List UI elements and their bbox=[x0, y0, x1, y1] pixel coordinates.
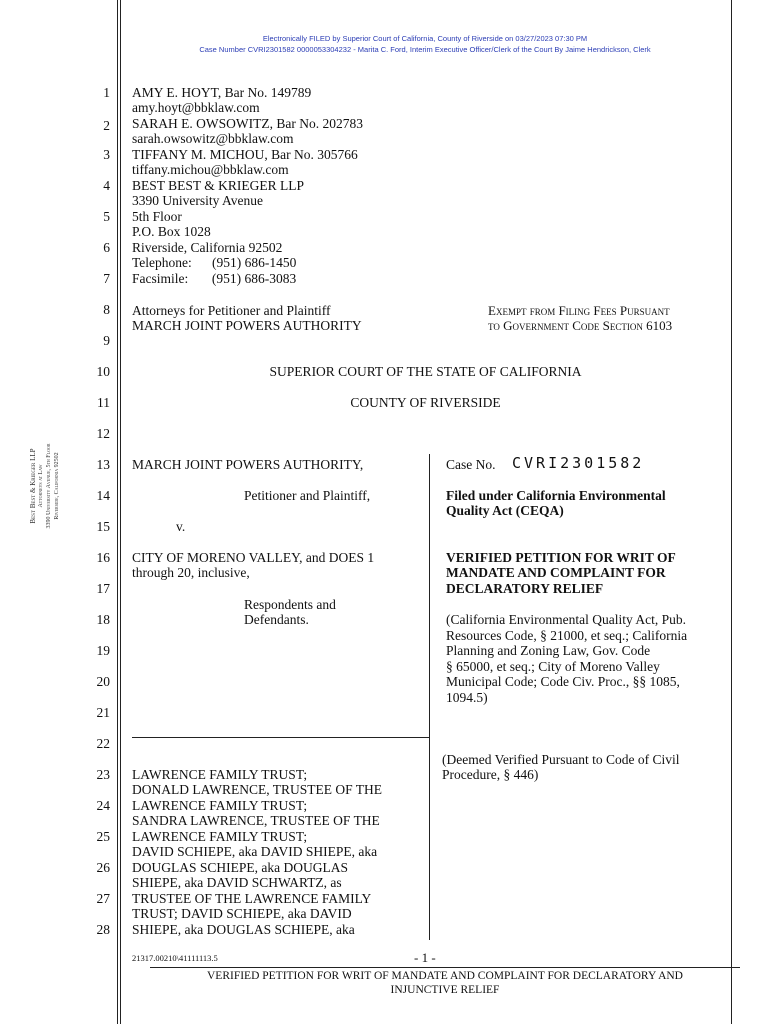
versus-label: v. bbox=[176, 519, 186, 534]
caption-vertical-rule bbox=[429, 454, 430, 940]
respondent-name-2: through 20, inclusive, bbox=[132, 565, 250, 580]
court-name: SUPERIOR COURT OF THE STATE OF CALIFORNIA bbox=[269, 364, 582, 379]
attorneys-for-line-2: MARCH JOINT POWERS AUTHORITY bbox=[132, 318, 362, 333]
counsel-line: 3390 University Avenue bbox=[132, 193, 263, 208]
line-number: 5 bbox=[103, 209, 110, 224]
counsel-line: 5th Floor bbox=[132, 209, 182, 224]
line-number: 22 bbox=[96, 736, 110, 751]
side-firm-name: Best Best & Krieger LLP bbox=[29, 448, 37, 524]
counsel-phone: Telephone: (951) 686-1450 bbox=[132, 255, 297, 270]
caption-horizontal-rule bbox=[132, 737, 430, 738]
pleading-title-line-1: VERIFIED PETITION FOR WRIT OF bbox=[446, 550, 676, 565]
filing-stamp-line-2: Case Number CVRI2301582 0000053304232 - Marita C. Ford, Interim Executive Officer/Clerk of the Court By Jaime Hendrickson, Clerk bbox=[199, 45, 651, 54]
real-party-line: SHIEPE, aka DOUGLAS SCHIEPE, aka bbox=[132, 922, 355, 937]
line-number: 7 bbox=[103, 271, 110, 286]
real-party-line: DAVID SCHIEPE, aka DAVID SHIEPE, aka bbox=[132, 844, 378, 859]
counsel-line: P.O. Box 1028 bbox=[132, 224, 211, 239]
line-number: 20 bbox=[96, 674, 110, 689]
line-number: 1 bbox=[103, 85, 110, 100]
case-number: CVRI2301582 bbox=[512, 454, 645, 472]
attorneys-for-line-1: Attorneys for Petitioner and Plaintiff bbox=[132, 303, 331, 318]
line-number: 18 bbox=[96, 612, 110, 627]
real-party-line: LAWRENCE FAMILY TRUST; bbox=[132, 829, 308, 844]
real-party-line: DOUGLAS SCHIEPE, aka DOUGLAS bbox=[132, 860, 348, 875]
authorities-line: Resources Code, § 21000, et seq.; California bbox=[446, 628, 688, 643]
authorities-line: Municipal Code; Code Civ. Proc., §§ 1085, bbox=[446, 674, 680, 689]
footer-rule bbox=[150, 967, 740, 968]
counsel-email: amy.hoyt@bbklaw.com bbox=[132, 100, 260, 115]
line-number: 10 bbox=[96, 364, 110, 379]
left-margin-rule-1 bbox=[117, 0, 118, 1024]
counsel-fax: Facsimile: (951) 686-3083 bbox=[132, 271, 297, 286]
real-party-line: TRUSTEE OF THE LAWRENCE FAMILY bbox=[132, 891, 372, 906]
counsel-line: AMY E. HOYT, Bar No. 149789 bbox=[132, 85, 312, 100]
line-number: 24 bbox=[96, 798, 110, 813]
counsel-email: sarah.owsowitz@bbklaw.com bbox=[132, 131, 294, 146]
line-number: 21 bbox=[96, 705, 110, 720]
petitioner-role: Petitioner and Plaintiff, bbox=[244, 488, 371, 503]
line-number: 2 bbox=[103, 118, 110, 133]
line-number: 4 bbox=[103, 178, 110, 193]
line-number: 28 bbox=[96, 922, 110, 937]
line-number: 14 bbox=[96, 488, 110, 503]
line-number: 15 bbox=[96, 519, 110, 534]
side-firm-block bbox=[0, 410, 90, 550]
court-county: COUNTY OF RIVERSIDE bbox=[350, 395, 501, 410]
side-firm-sub-2: 3390 University Avenue, 5th Floor bbox=[46, 443, 52, 529]
side-firm-sub-3: Riverside, California 92502 bbox=[54, 452, 60, 520]
exempt-line-1: Exempt from Filing Fees Pursuant bbox=[488, 303, 670, 318]
line-number: 27 bbox=[96, 891, 110, 906]
line-number: 6 bbox=[103, 240, 110, 255]
line-number: 16 bbox=[96, 550, 110, 565]
counsel-line: Riverside, California 92502 bbox=[132, 240, 283, 255]
line-number: 8 bbox=[103, 302, 110, 317]
side-firm-sub-1: Attorneys at Law bbox=[38, 464, 44, 508]
document-id: 21317.00210\41111113.5 bbox=[132, 953, 218, 963]
case-number-label: Case No. bbox=[446, 457, 496, 472]
line-number: 19 bbox=[96, 643, 110, 658]
line-number: 25 bbox=[96, 829, 110, 844]
right-margin-rule bbox=[731, 0, 732, 1024]
counsel-line: BEST BEST & KRIEGER LLP bbox=[132, 178, 305, 193]
petitioner-name: MARCH JOINT POWERS AUTHORITY, bbox=[132, 457, 364, 472]
deemed-verified-line-2: Procedure, § 446) bbox=[442, 767, 539, 782]
line-number: 11 bbox=[97, 395, 110, 410]
line-number: 13 bbox=[96, 457, 110, 472]
line-number: 26 bbox=[96, 860, 110, 875]
line-number: 3 bbox=[103, 147, 110, 162]
left-margin-rule-2 bbox=[120, 0, 121, 1024]
ceqa-line-2: Quality Act (CEQA) bbox=[446, 503, 564, 518]
line-number: 17 bbox=[96, 581, 110, 596]
footer-title-line-2: INJUNCTIVE RELIEF bbox=[390, 984, 500, 996]
authorities-line: 1094.5) bbox=[446, 690, 488, 705]
pleading-title-line-2: MANDATE AND COMPLAINT FOR bbox=[446, 565, 666, 580]
line-number: 9 bbox=[103, 333, 110, 348]
authorities-line: Planning and Zoning Law, Gov. Code bbox=[446, 643, 651, 658]
exempt-line-2: to Government Code Section 6103 bbox=[488, 318, 673, 333]
real-party-line: SHIEPE, aka DAVID SCHWARTZ, as bbox=[132, 875, 342, 890]
authorities-line: (California Environmental Quality Act, Pub. bbox=[446, 612, 686, 627]
filing-stamp-line-1: Electronically FILED by Superior Court of California, County of Riverside on 03/27/2023 07:30 PM bbox=[262, 34, 588, 43]
footer-title-line-1: VERIFIED PETITION FOR WRIT OF MANDATE AND COMPLAINT FOR DECLARATORY AND bbox=[206, 970, 683, 982]
page-number: - 1 - bbox=[414, 950, 436, 965]
respondent-name-1: CITY OF MORENO VALLEY, and DOES 1 bbox=[132, 550, 375, 565]
real-party-line: LAWRENCE FAMILY TRUST; bbox=[132, 767, 308, 782]
pleading-title-line-3: DECLARATORY RELIEF bbox=[446, 581, 604, 596]
real-party-line: DONALD LAWRENCE, TRUSTEE OF THE bbox=[132, 782, 383, 797]
real-party-line: TRUST; DAVID SCHIEPE, aka DAVID bbox=[132, 906, 352, 921]
ceqa-line-1: Filed under California Environmental bbox=[446, 488, 666, 503]
line-number: 12 bbox=[96, 426, 110, 441]
counsel-line: TIFFANY M. MICHOU, Bar No. 305766 bbox=[132, 147, 358, 162]
counsel-email: tiffany.michou@bbklaw.com bbox=[132, 162, 289, 177]
respondent-role-1: Respondents and bbox=[244, 597, 336, 612]
line-number: 23 bbox=[96, 767, 110, 782]
respondent-role-2: Defendants. bbox=[244, 612, 309, 627]
counsel-line: SARAH E. OWSOWITZ, Bar No. 202783 bbox=[132, 116, 363, 131]
filing-stamp bbox=[120, 33, 730, 55]
deemed-verified-line-1: (Deemed Verified Pursuant to Code of Civil bbox=[442, 752, 680, 767]
real-party-line: LAWRENCE FAMILY TRUST; bbox=[132, 798, 308, 813]
real-party-line: SANDRA LAWRENCE, TRUSTEE OF THE bbox=[132, 813, 380, 828]
authorities-line: § 65000, et seq.; City of Moreno Valley bbox=[446, 659, 660, 674]
